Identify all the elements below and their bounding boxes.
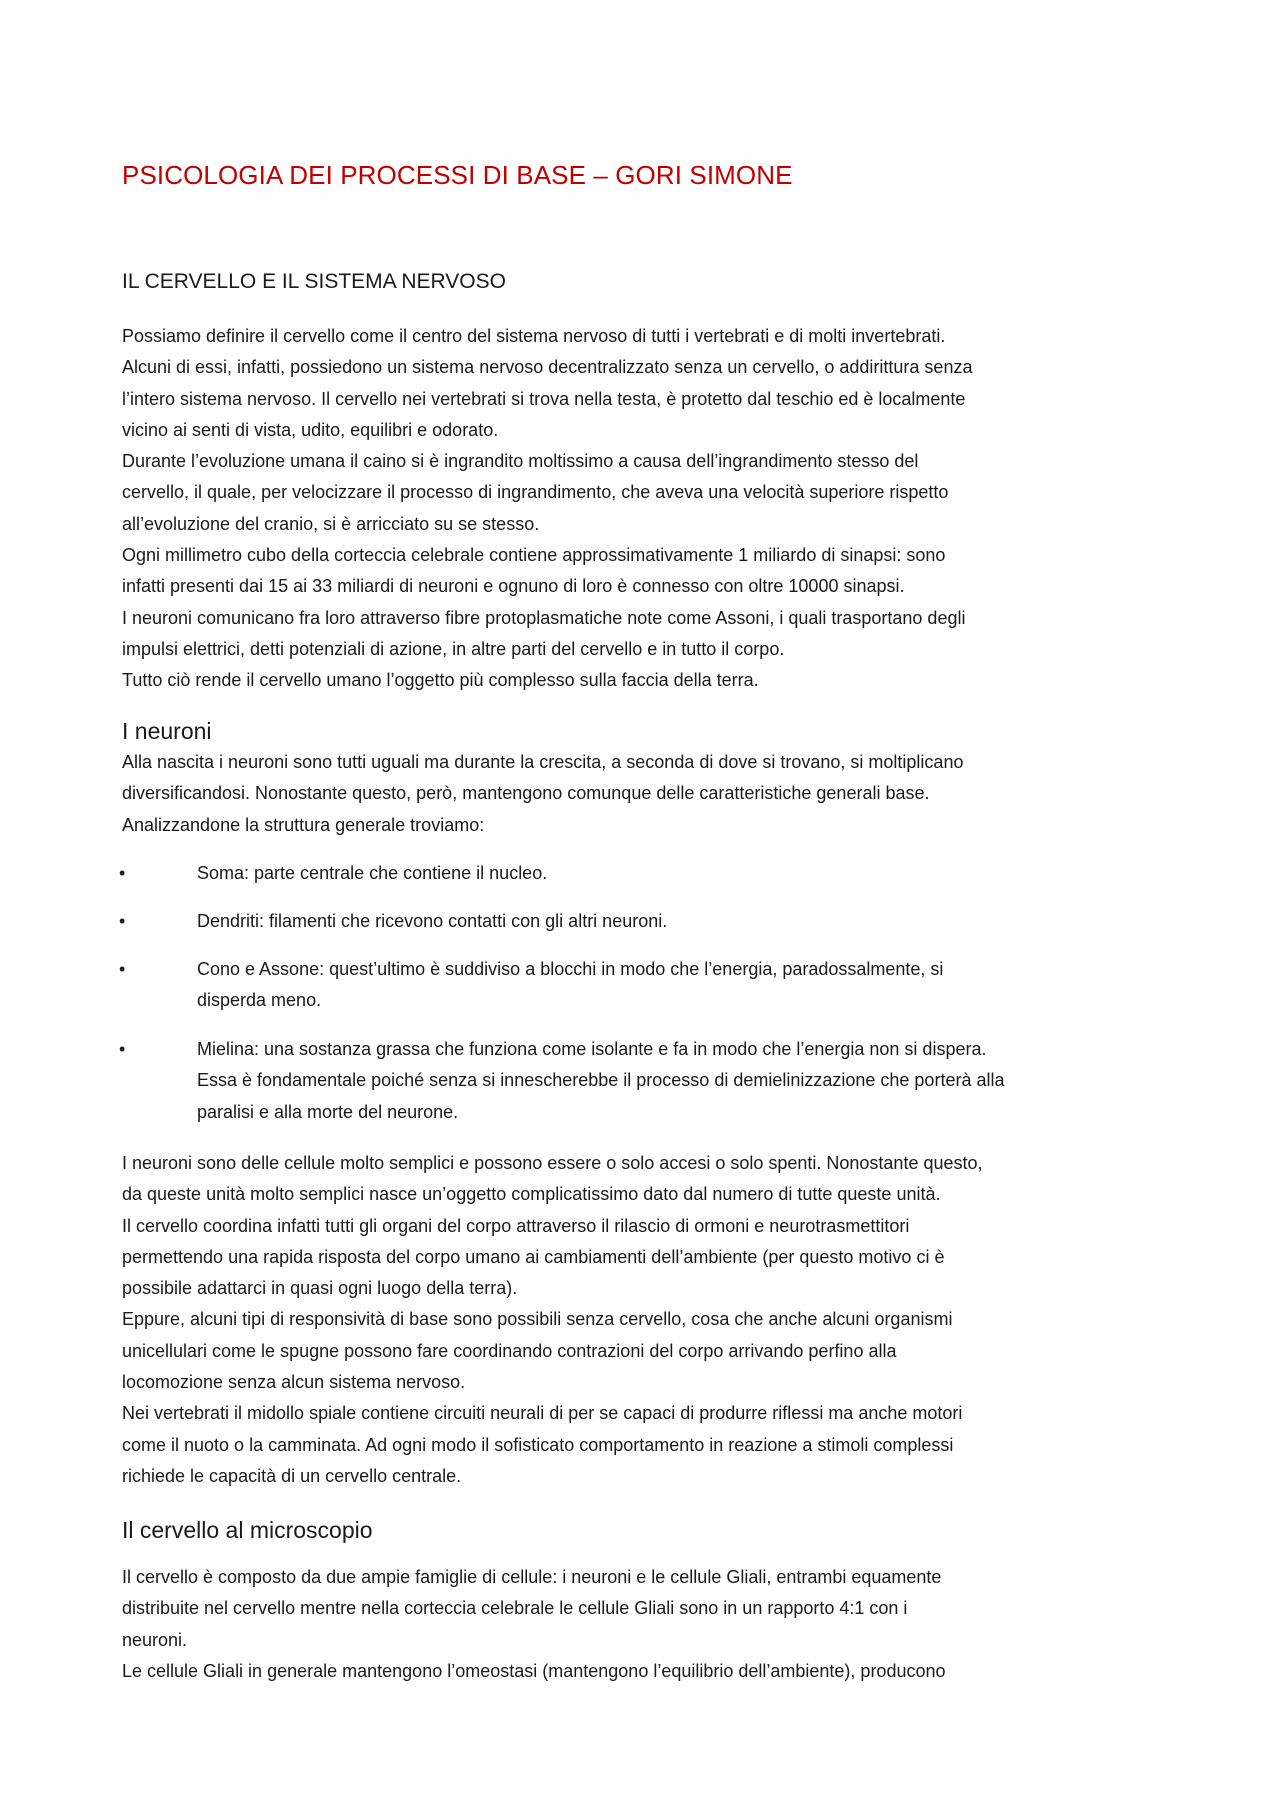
list-item-dendriti [119, 906, 667, 937]
paragraph-line: impulsi elettrici, detti potenziali di azione, in altre parti del cervello e in tutto il corpo. [122, 638, 785, 659]
paragraph-line: neuroni. [122, 1629, 188, 1650]
section-3-body [122, 1562, 1172, 1687]
bullet-icon: • [119, 959, 126, 979]
section-heading-cervello-microscopio: Il cervello al microscopio [122, 1517, 373, 1543]
paragraph-line: Eppure, alcuni tipi di responsività di base sono possibili senza cervello, cosa che anche alcuni organismi [122, 1309, 953, 1330]
document-title: PSICOLOGIA DEI PROCESSI DI BASE – GORI SIMONE [122, 160, 793, 190]
paragraph-line: da queste unità molto semplici nasce un’oggetto complicatissimo dato dal numero di tutte queste unità. [122, 1184, 941, 1205]
paragraph-line: Alla nascita i neuroni sono tutti uguali ma durante la crescita, a seconda di dove si trovano, si moltiplicano [122, 752, 964, 772]
list-item-text: Cono e Assone: quest’ultimo è suddiviso a blocchi in modo che l’energia, paradossalmente, si [197, 959, 944, 979]
section-1-body [122, 321, 1172, 697]
paragraph-line: Analizzandone la struttura generale troviamo: [122, 814, 485, 835]
paragraph-line: locomozione senza alcun sistema nervoso. [122, 1372, 466, 1393]
list-item-text: Mielina: una sostanza grassa che funziona come isolante e fa in modo che l’energia non si dispera. [197, 1039, 987, 1059]
list-item-soma [119, 858, 547, 889]
paragraph-line: I neuroni comunicano fra loro attraverso fibre protoplasmatiche note come Assoni, i quali trasportano degli [122, 607, 966, 628]
paragraph-line: Durante l’evoluzione umana il caino si è ingrandito moltissimo a causa dell’ingrandimento stesso del [122, 451, 919, 472]
list-item-mielina [119, 1034, 1004, 1128]
paragraph-line: vicino ai senti di vista, udito, equilibri e odorato. [122, 419, 499, 440]
paragraph-line: infatti presenti dai 15 ai 33 miliardi di neuroni e ognuno di loro è connesso con oltre 10000 sinapsi. [122, 576, 905, 597]
paragraph-line: Tutto ciò rende il cervello umano l’oggetto più complesso sulla faccia della terra. [122, 670, 759, 691]
paragraph-line: all’evoluzione del cranio, si è arricciato su se stesso. [122, 513, 540, 534]
paragraph-line: Alcuni di essi, infatti, possiedono un sistema nervoso decentralizzato senza un cervello, o addirittura senza [122, 357, 973, 378]
paragraph-line: Il cervello coordina infatti tutti gli organi del corpo attraverso il rilascio di ormoni e neurotrasmettitori [122, 1215, 910, 1236]
paragraph-line: l’intero sistema nervoso. Il cervello nei vertebrati si trova nella testa, è protetto dal teschio ed è localmente [122, 388, 966, 409]
paragraph-line: Il cervello è composto da due ampie famiglie di cellule: i neuroni e le cellule Gliali, entrambi equamente [122, 1567, 942, 1587]
section-heading-neuroni: I neuroni [122, 718, 212, 744]
bullet-icon: • [119, 911, 126, 931]
paragraph-line: Le cellule Gliali in generale mantengono l’omeostasi (mantengono l’equilibrio dell’ambiente), producono [122, 1660, 946, 1681]
paragraph-line: distribuite nel cervello mentre nella corteccia celebrale le cellule Gliali sono in un rapporto 4:1 con i [122, 1598, 908, 1619]
list-item-text: paralisi e alla morte del neurone. [197, 1101, 459, 1122]
section-heading-cervello-sistema-nervoso: IL CERVELLO E IL SISTEMA NERVOSO [122, 270, 506, 293]
paragraph-line: come il nuoto o la camminata. Ad ogni modo il sofisticato comportamento in reazione a stimoli complessi [122, 1434, 954, 1455]
list-item-text: Soma: parte centrale che contiene il nucleo. [197, 863, 548, 883]
paragraph-line: Nei vertebrati il midollo spiale contiene circuiti neurali di per se capaci di produrre riflessi ma anche motori [122, 1403, 963, 1424]
list-item-text: Essa è fondamentale poiché senza si innescherebbe il processo di demielinizzazione che porterà alla [197, 1070, 1005, 1091]
paragraph-line: cervello, il quale, per velocizzare il processo di ingrandimento, che aveva una velocità superiore rispetto [122, 482, 949, 503]
bullet-icon: • [119, 1039, 126, 1059]
paragraph-line: permettendo una rapida risposta del corpo umano ai cambiamenti dell’ambiente (per questo motivo ci è [122, 1246, 945, 1267]
paragraph-line: I neuroni sono delle cellule molto semplici e possono essere o solo accesi o solo spenti. Nonostante questo, [122, 1153, 983, 1173]
list-item-cono-assone [119, 954, 943, 1017]
section-2-after [122, 1148, 1172, 1492]
list-item-text: Dendriti: filamenti che ricevono contatti con gli altri neuroni. [197, 911, 668, 931]
section-2-heading-wrap [122, 715, 1172, 747]
list-item-text: disperda meno. [197, 990, 322, 1011]
paragraph-line: diversificandosi. Nonostante questo, però, mantengono comunque delle caratteristiche generali base. [122, 783, 930, 804]
paragraph-line: Possiamo definire il cervello come il centro del sistema nervoso di tutti i vertebrati e di molti invertebrati. [122, 326, 946, 346]
paragraph-line: richiede le capacità di un cervello centrale. [122, 1465, 462, 1486]
section-3-heading-wrap [122, 1514, 1172, 1546]
paragraph-line: Ogni millimetro cubo della corteccia celebrale contiene approssimativamente 1 miliardo di sinapsi: sono [122, 545, 946, 566]
paragraph-line: possibile adattarci in quasi ogni luogo della terra). [122, 1278, 518, 1299]
bullet-icon: • [119, 863, 126, 883]
section-2-intro [122, 747, 1172, 841]
paragraph-line: unicellulari come le spugne possono fare coordinando contrazioni del corpo arrivando perfino alla [122, 1340, 897, 1361]
